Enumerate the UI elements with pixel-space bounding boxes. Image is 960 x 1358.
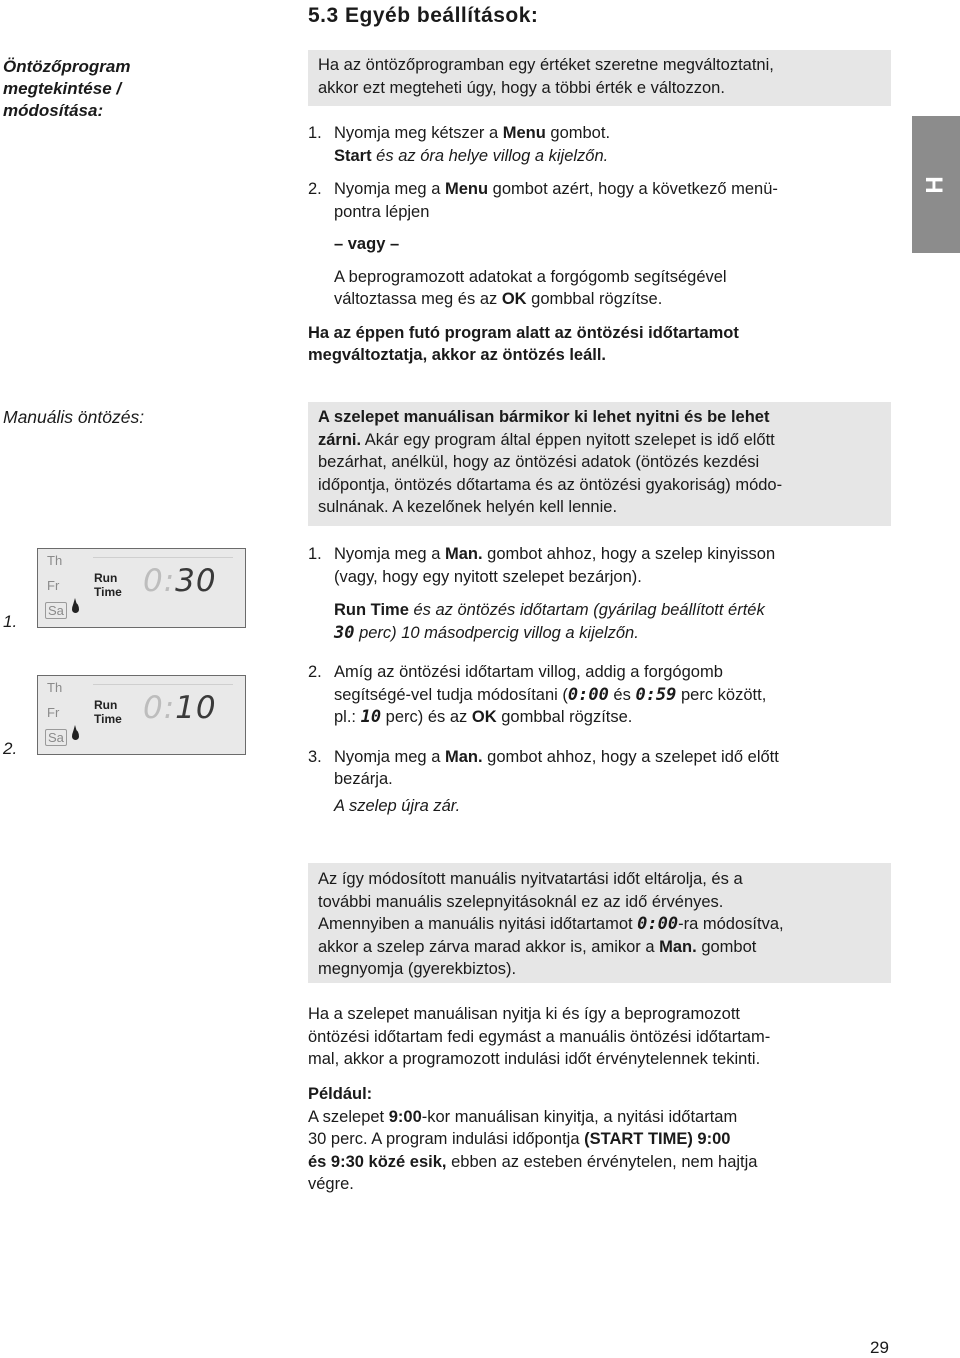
step-text: pl.:: [334, 708, 361, 726]
key-name: Menu: [502, 124, 546, 142]
example-heading: Például:: [308, 1085, 373, 1103]
step-2: [308, 178, 898, 201]
step-text: perc) és az: [381, 708, 472, 726]
overlap-paragraph: [308, 1003, 908, 1071]
side-label-line: Öntözőprogram: [3, 57, 131, 76]
lit-digits: 10: [175, 690, 217, 726]
step-text: A beprogramozott adatokat a forgógomb segítségével: [334, 267, 727, 286]
key-name: OK: [501, 290, 527, 308]
step-text: perc) 10 másodpercig villog a kijelzőn.: [354, 623, 639, 642]
display-label: Start: [334, 146, 372, 165]
run-text: Run: [94, 571, 118, 585]
note-text: -ra módosítva,: [678, 915, 784, 933]
dim-digits: 0:: [143, 563, 176, 599]
step-2-line3: [308, 706, 908, 729]
dim-digits: 0:: [143, 690, 176, 726]
run-text: Run: [94, 698, 118, 712]
day-th: Th: [47, 553, 63, 568]
box-text: Akár egy program által éppen nyitott szelepet is idő előtt: [361, 430, 775, 449]
step-2: [308, 661, 908, 684]
digits-readout: [143, 690, 217, 726]
note-line: megnyomja (gyerekbiztos).: [318, 960, 517, 978]
segment-value: 10: [360, 707, 382, 727]
example-line: [308, 1106, 908, 1129]
day-th: Th: [47, 680, 63, 695]
lcd-display-2: [37, 675, 246, 755]
step-text: Nyomja meg kétszer a: [334, 124, 503, 142]
step-1-line4: [308, 622, 908, 645]
step-text: Amíg az öntözési időtartam villog, addig a forgógomb: [334, 663, 723, 681]
step-text: Nyomja meg a: [334, 180, 445, 198]
time-text: Time: [94, 585, 122, 599]
example-block: [308, 1083, 908, 1196]
step-2-line4: [308, 288, 898, 311]
section2-side-label: Manuális öntözés:: [3, 407, 145, 427]
step-1: [308, 122, 898, 145]
lit-digits: 30: [175, 563, 217, 599]
example-bold: 9:00: [388, 1107, 422, 1126]
box-bold-text: zárni.: [318, 430, 362, 449]
tab-letter: H: [922, 175, 949, 194]
figure-2-label: 2.: [3, 739, 18, 758]
segment-value: 0:59: [635, 684, 677, 705]
box-line: sulnának. A kezelőnek helyén kell lennie.: [318, 498, 618, 516]
step-number: 1.: [308, 545, 322, 563]
display-divider: [93, 557, 233, 558]
time-text: Time: [94, 712, 122, 726]
step-text: gombbal rögzítse.: [526, 290, 663, 308]
example-text: ebben az esteben érvénytelen, nem hajtja: [446, 1152, 758, 1171]
note-line: további manuális szelepnyitásoknál ez az idő érvényes.: [318, 892, 724, 911]
side-label-line: módosítása:: [3, 101, 104, 120]
example-bold: és 9:30 közé esik,: [308, 1152, 447, 1171]
example-text: -kor manuálisan kinyitja, a nyitási időtartam: [421, 1107, 738, 1126]
lcd-display-1: [37, 548, 246, 628]
step-1: [308, 543, 908, 566]
water-drop-icon: [72, 730, 79, 740]
box-line: bezárhat, anélkül, hogy az öntözési adatok (öntözés kezdési: [318, 453, 760, 471]
run-time-label: [94, 571, 122, 599]
step-text: bezárja.: [334, 770, 393, 788]
section2-steps: [308, 543, 908, 817]
example-text: 30 perc. A program indulási időpontja: [308, 1130, 585, 1148]
step-text: segítségé-vel tudja módosítani (: [334, 685, 568, 704]
page-title: 5.3 Egyéb beállítások:: [308, 4, 539, 27]
digits-readout: [143, 563, 217, 599]
section1-side-label: [3, 56, 131, 122]
note-line: [318, 913, 881, 936]
display-label: Run Time: [334, 601, 409, 619]
note-box: [308, 863, 891, 983]
step-3: [308, 746, 908, 769]
step-1-line3: [308, 599, 908, 622]
figure-1-label: 1.: [3, 612, 18, 631]
language-tab: [912, 116, 960, 253]
step-text: gombot azért, hogy a következő menü-: [488, 180, 778, 198]
note-text: gombot: [696, 937, 757, 956]
example-line: végre.: [308, 1175, 354, 1193]
note-line: [318, 936, 881, 959]
box-line: A szelepet manuálisan bármikor ki lehet nyitni és be lehet: [318, 408, 770, 426]
display-divider: [93, 684, 233, 685]
example-bold: (START TIME) 9:00: [584, 1130, 731, 1148]
note-text: akkor a szelep zárva marad akkor is, amikor a: [318, 937, 660, 956]
box-line: időpontja, öntözés dőtartama és az öntözési gyakoriság) módo-: [318, 475, 783, 494]
day-sa: Sa: [45, 729, 67, 746]
segment-value: 0:00: [637, 914, 679, 934]
step-text: gombot.: [545, 124, 611, 142]
key-name: OK: [471, 708, 497, 726]
step-text: és az óra helye villog a kijelzőn.: [371, 146, 609, 165]
step-text: és az öntözés időtartam (gyárilag beállított érték: [408, 601, 765, 619]
manual-watering-box: [308, 402, 891, 526]
day-fr: Fr: [47, 705, 60, 720]
key-name: Menu: [444, 180, 489, 198]
step-text: Nyomja meg a: [334, 747, 445, 766]
step-2-line2: [308, 684, 908, 707]
warning-line: megváltoztatja, akkor az öntözés leáll.: [308, 346, 607, 364]
step-text: pontra lépjen: [334, 202, 430, 221]
paragraph-line: mal, akkor a programozott indulási időt érvénytelennek tekinti.: [308, 1050, 761, 1068]
step-text: gombot ahhoz, hogy a szelep kinyisson: [482, 545, 776, 563]
note-text: Amennyiben a manuális nyitási időtartamot: [318, 915, 638, 933]
box-line: [318, 429, 881, 452]
section1-steps: [308, 122, 898, 367]
step-number: 3.: [308, 747, 322, 766]
example-line: [308, 1128, 908, 1151]
paragraph-line: öntözési időtartam fedi egymást a manuális öntözési időtartam-: [308, 1027, 771, 1046]
step-text: Nyomja meg a: [334, 545, 445, 563]
example-line: [308, 1151, 908, 1174]
intro-line: akkor ezt megteheti úgy, hogy a többi érték e változzon.: [318, 78, 725, 97]
intro-line: Ha az öntözőprogramban egy értéket szeretne megváltoztatni,: [318, 56, 774, 74]
step-text: gombbal rögzítse.: [496, 708, 633, 726]
segment-value: 0:00: [567, 684, 609, 705]
step-text: és: [608, 685, 636, 704]
segment-value: 30: [334, 622, 355, 643]
day-fr: Fr: [47, 578, 60, 593]
step-text: változtassa meg és az: [334, 290, 502, 308]
step-text: (vagy, hogy egy nyitott szelepet bezárjon).: [334, 567, 642, 586]
step-text: gombot ahhoz, hogy a szelepet idő előtt: [482, 747, 779, 766]
page-number: 29: [870, 1338, 889, 1357]
example-text: A szelepet: [308, 1107, 389, 1126]
water-drop-icon: [72, 603, 79, 613]
key-name: Man.: [659, 937, 697, 956]
key-name: Man.: [444, 545, 483, 563]
step-result: A szelep újra zár.: [334, 796, 461, 815]
run-time-label: [94, 698, 122, 726]
step-number: 2.: [308, 180, 322, 198]
or-separator: – vagy –: [334, 235, 400, 253]
step-number: 1.: [308, 124, 322, 142]
step-number: 2.: [308, 663, 322, 681]
note-line: Az így módosított manuális nyitvatartási időt eltárolja, és a: [318, 870, 743, 888]
warning-line: Ha az éppen futó program alatt az öntözési időtartamot: [308, 323, 739, 342]
intro-box: [308, 50, 891, 106]
paragraph-line: Ha a szelepet manuálisan nyitja ki és így a beprogramozott: [308, 1005, 740, 1023]
key-name: Man.: [444, 747, 483, 766]
day-sa: Sa: [45, 602, 67, 619]
side-label-line: megtekintése /: [3, 79, 122, 98]
step-1-line2: [308, 145, 898, 168]
step-text: perc között,: [676, 685, 767, 704]
